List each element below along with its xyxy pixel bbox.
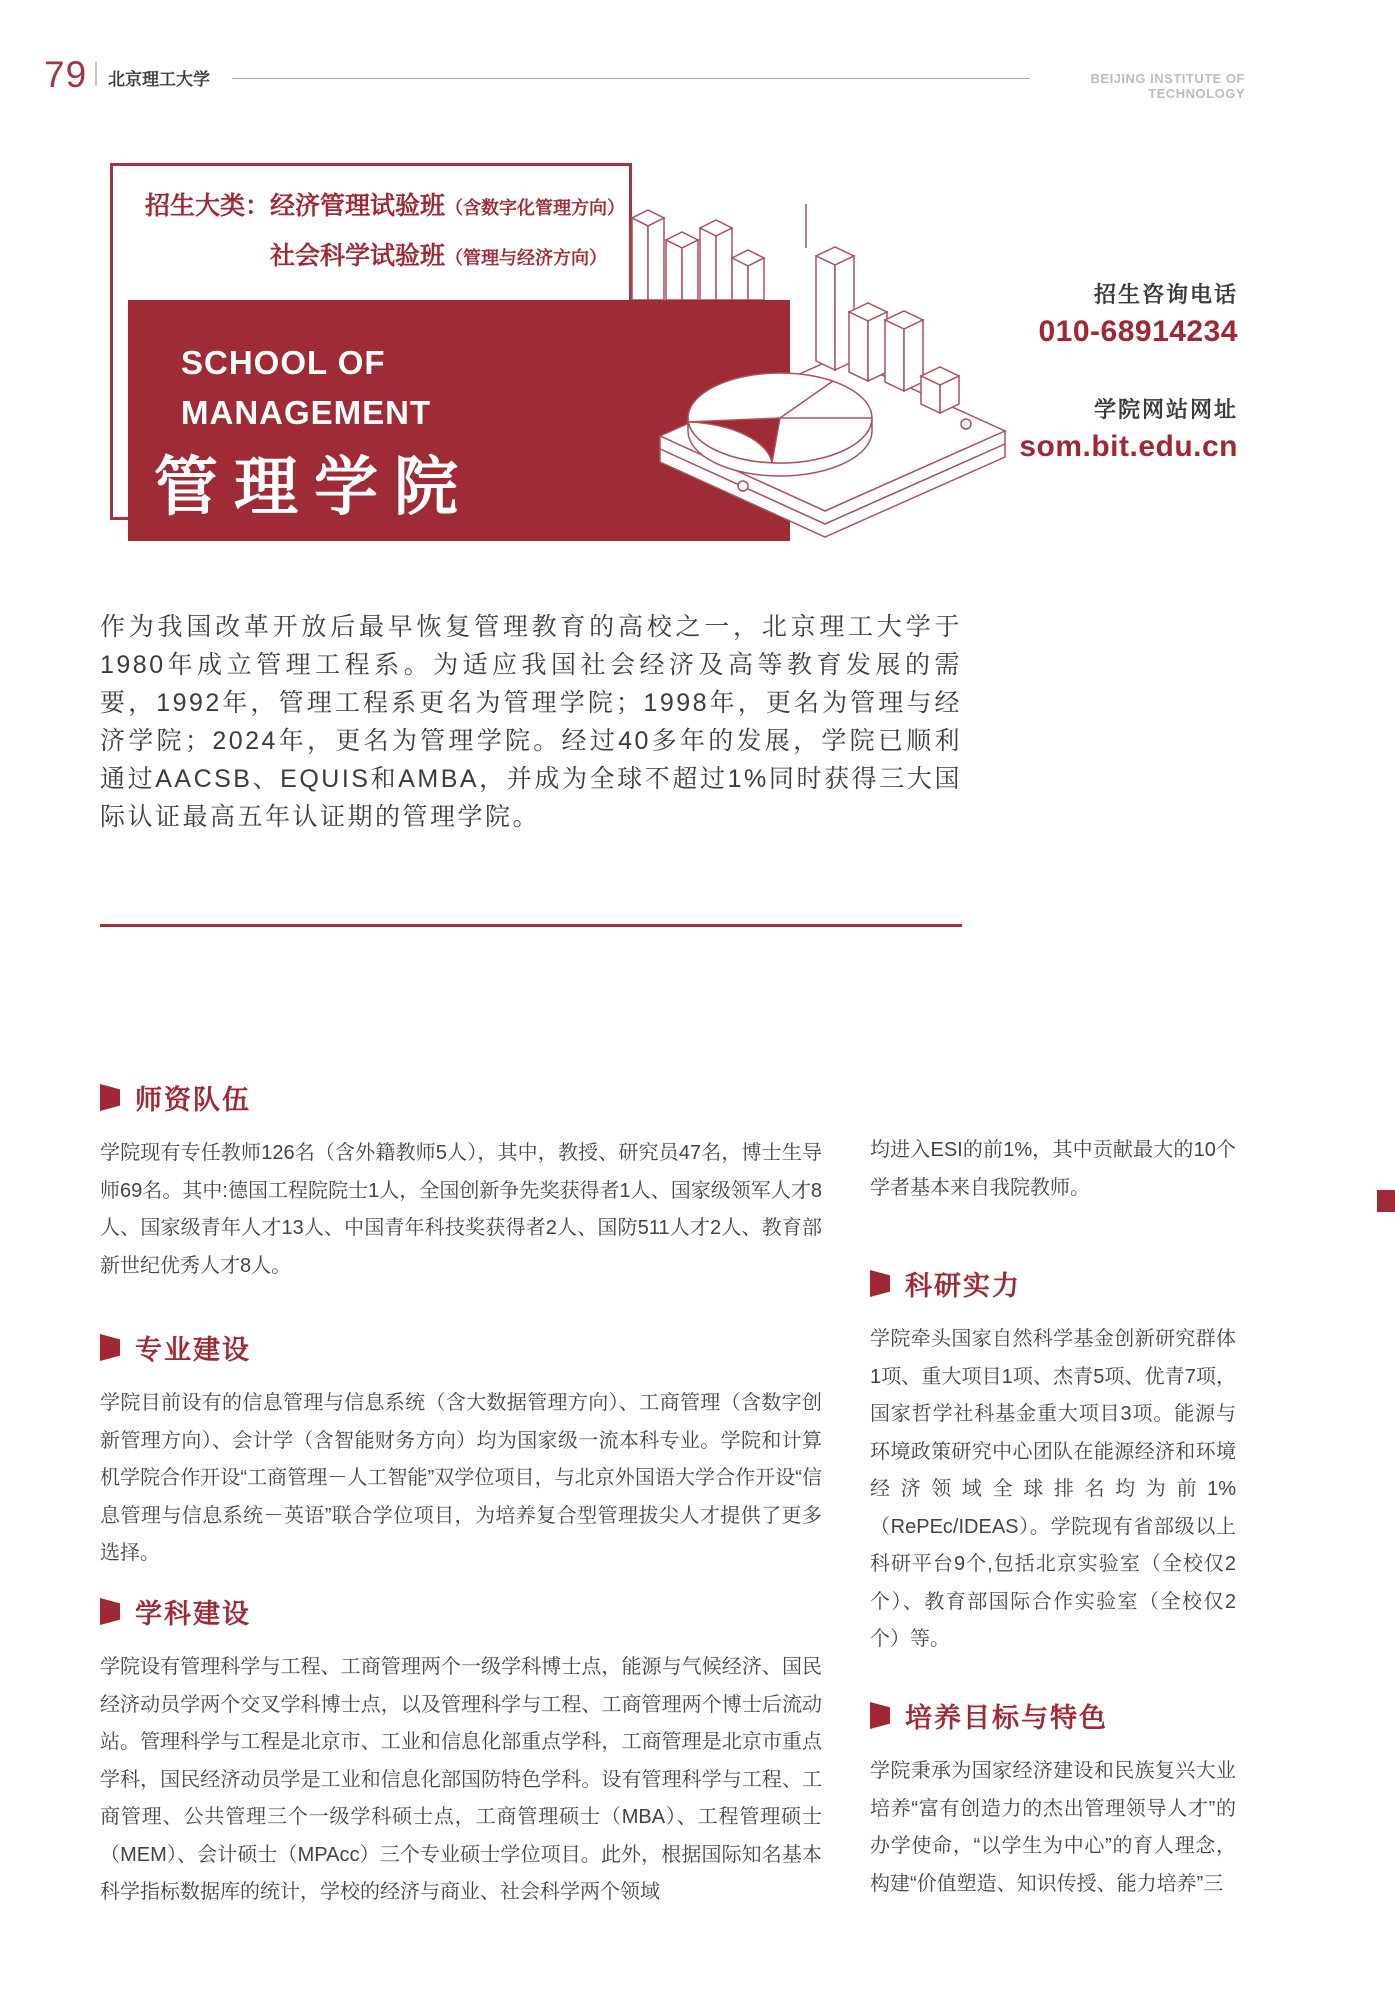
university-name-en: BEIJING INSTITUTE OF TECHNOLOGY (1090, 71, 1245, 101)
admission-line-2 (270, 236, 607, 272)
column-overflow-text: 均进入ESI的前1%，其中贡献最大的10个学者基本来自我院教师。 (870, 1139, 1236, 1199)
flag-icon (100, 1084, 120, 1111)
section-disciplines (100, 1592, 822, 1912)
flag-icon (870, 1702, 890, 1729)
header-separator (95, 62, 97, 86)
section-faculty (100, 1078, 822, 1285)
flag-icon (100, 1334, 120, 1361)
school-intro-paragraph: 作为我国改革开放后最早恢复管理教育的高校之一，北京理工大学于1980年成立管理工程系。为适应我国社会经济及高等教育发展的需要，1992年，管理工程系更名为管理学院；1998年，更名为管理与经济学院；2024年，更名为管理学院。经过40多年的发展，学院已顺利通过AACSB、EQUIS和AMBA，并成为全球不超过1%同时获得三大国际认证最高五年认证期的管理学院。 (100, 613, 962, 831)
website-url: som.bit.edu.cn (1019, 430, 1238, 463)
phone-number: 010-68914234 (1038, 315, 1238, 348)
section-training (870, 1696, 1236, 1903)
section-research-body: 学院牵头国家自然科学基金创新研究群体1项、重大项目1项、杰青5项、优青7项，国家哲学社科基金重大项目3项。能源与环境政策研究中心团队在能源经济和环境经济领域全球排名均为前1%（RePEc/IDEAS）。学院现有省部级以上科研平台9个,包括北京实验室（全校仅2个）、教育部国际合作实验室（全校仅2个）等。 (870, 1328, 1236, 1650)
section-research-title: 科研实力 (905, 1271, 1021, 1301)
flag-icon (100, 1598, 120, 1625)
section-faculty-title: 师资队伍 (135, 1085, 251, 1115)
page-edge-tab (1377, 1190, 1395, 1212)
section-research (870, 1264, 1236, 1659)
contact-block (918, 278, 1238, 464)
section-disciplines-title: 学科建设 (135, 1599, 251, 1629)
school-banner (128, 300, 790, 541)
admission-major-1: 经济管理试验班 (270, 192, 446, 220)
section-faculty-body: 学院现有专任教师126名（含外籍教师5人），其中，教授、研究员47名，博士生导师69名。其中:德国工程院院士1人，全国创新争先奖获得者1人、国家级领军人才8人、国家级青年人才13人、中国青年科技奖获得者2人、国防511人才2人、教育部新世纪优秀人才8人。 (100, 1142, 822, 1277)
section-majors-title: 专业建设 (135, 1335, 251, 1365)
bar-cluster-top (632, 210, 764, 300)
admission-major-2: 社会科学试验班 (270, 242, 446, 270)
section-majors-body: 学院目前设有的信息管理与信息系统（含大数据管理方向）、工商管理（含数字创新管理方向）、会计学（含智能财务方向）均为国家级一流本科专业。学院和计算机学院合作开设“工商管理－人工智能”双学位项目，与北京外国语大学合作开设“信息管理与信息系统－英语”联合学位项目，为培养复合型管理拔尖人才提供了更多选择。 (100, 1392, 822, 1564)
flag-icon (870, 1270, 890, 1297)
section-majors (100, 1328, 822, 1573)
school-name-en-line2: MANAGEMENT (181, 394, 432, 431)
admission-major-1-note: （含数字化管理方向） (445, 198, 626, 218)
red-divider (100, 924, 962, 927)
admission-major-2-note: （管理与经济方向） (445, 248, 608, 268)
header-rule (232, 78, 1030, 79)
admission-label: 招生大类： (145, 192, 271, 220)
school-name-en-line1: SCHOOL OF (181, 344, 386, 381)
school-name-cn: 管理学院 (154, 451, 474, 523)
page-number: 79 (44, 54, 88, 95)
section-disciplines-body: 学院设有管理科学与工程、工商管理两个一级学科博士点，能源与气候经济、国民经济动员学两个交叉学科博士点，以及管理科学与工程、工商管理两个博士后流动站。管理科学与工程是北京市、工业和信息化部重点学科，工商管理是北京市重点学科，国民经济动员学是工业和信息化部国防特色学科。设有管理科学与工程、工商管理、公共管理三个一级学科硕士点，工商管理硕士（MBA）、工程管理硕士（MEM）、会计硕士（MPAcc）三个专业硕士学位项目。此外，根据国际知名基本科学指标数据库的统计，学校的经济与商业、社会科学两个领域 (100, 1656, 822, 1903)
section-training-title: 培养目标与特色 (905, 1703, 1108, 1733)
admission-line-1 (145, 186, 625, 222)
website-label: 学院网站网址 (1093, 397, 1238, 422)
section-training-body: 学院秉承为国家经济建设和民族复兴大业培养“富有创造力的杰出管理领导人才”的办学使命，“以学生为中心”的育人理念，构建“价值塑造、知识传授、能力培养”三 (870, 1760, 1236, 1895)
phone-label: 招生咨询电话 (1093, 282, 1238, 307)
university-name-cn: 北京理工大学 (108, 70, 210, 89)
